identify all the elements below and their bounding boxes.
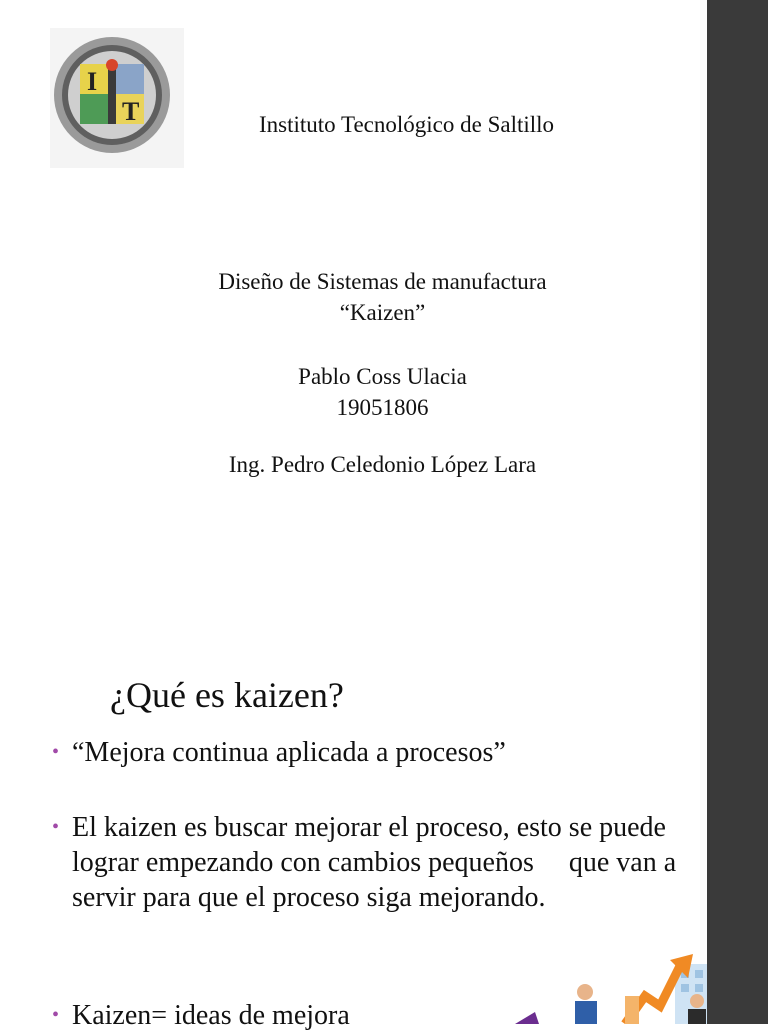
growth-illustration	[475, 946, 735, 1024]
institute-name: Instituto Tecnológico de Saltillo	[259, 112, 555, 137]
bullet-text: “Mejora continua aplicada a procesos”	[72, 737, 506, 768]
topic-name: “Kaizen”	[339, 300, 426, 325]
bullet-text: Kaizen= ideas de mejora	[72, 1000, 350, 1031]
bullet-text: El kaizen es buscar mejorar el proceso, esto se puede lograr empezando con cambios pequeños que van a servir para que el proceso siga mejorando.	[72, 812, 684, 913]
slide-heading: ¿Qué es kaizen?	[110, 675, 344, 715]
bullet-dot-icon: •	[52, 1004, 60, 1026]
teacher-name: Ing. Pedro Celedonio López Lara	[228, 452, 537, 477]
right-scroll-gutter	[707, 0, 768, 1024]
student-name: Pablo Coss Ulacia	[298, 364, 467, 389]
bullet-dot-icon: •	[52, 741, 60, 763]
seal-icon	[50, 28, 184, 168]
course-name: Diseño de Sistemas de manufactura	[218, 269, 547, 294]
student-id: 19051806	[336, 395, 429, 420]
svg-text:I: I	[87, 67, 98, 96]
institute-logo	[50, 28, 184, 168]
svg-text:T: T	[122, 97, 140, 126]
bullet-dot-icon: •	[52, 816, 60, 838]
student-block	[0, 361, 765, 423]
course-block	[0, 266, 765, 328]
bullet-item	[52, 810, 702, 915]
bullet-item	[52, 735, 702, 770]
